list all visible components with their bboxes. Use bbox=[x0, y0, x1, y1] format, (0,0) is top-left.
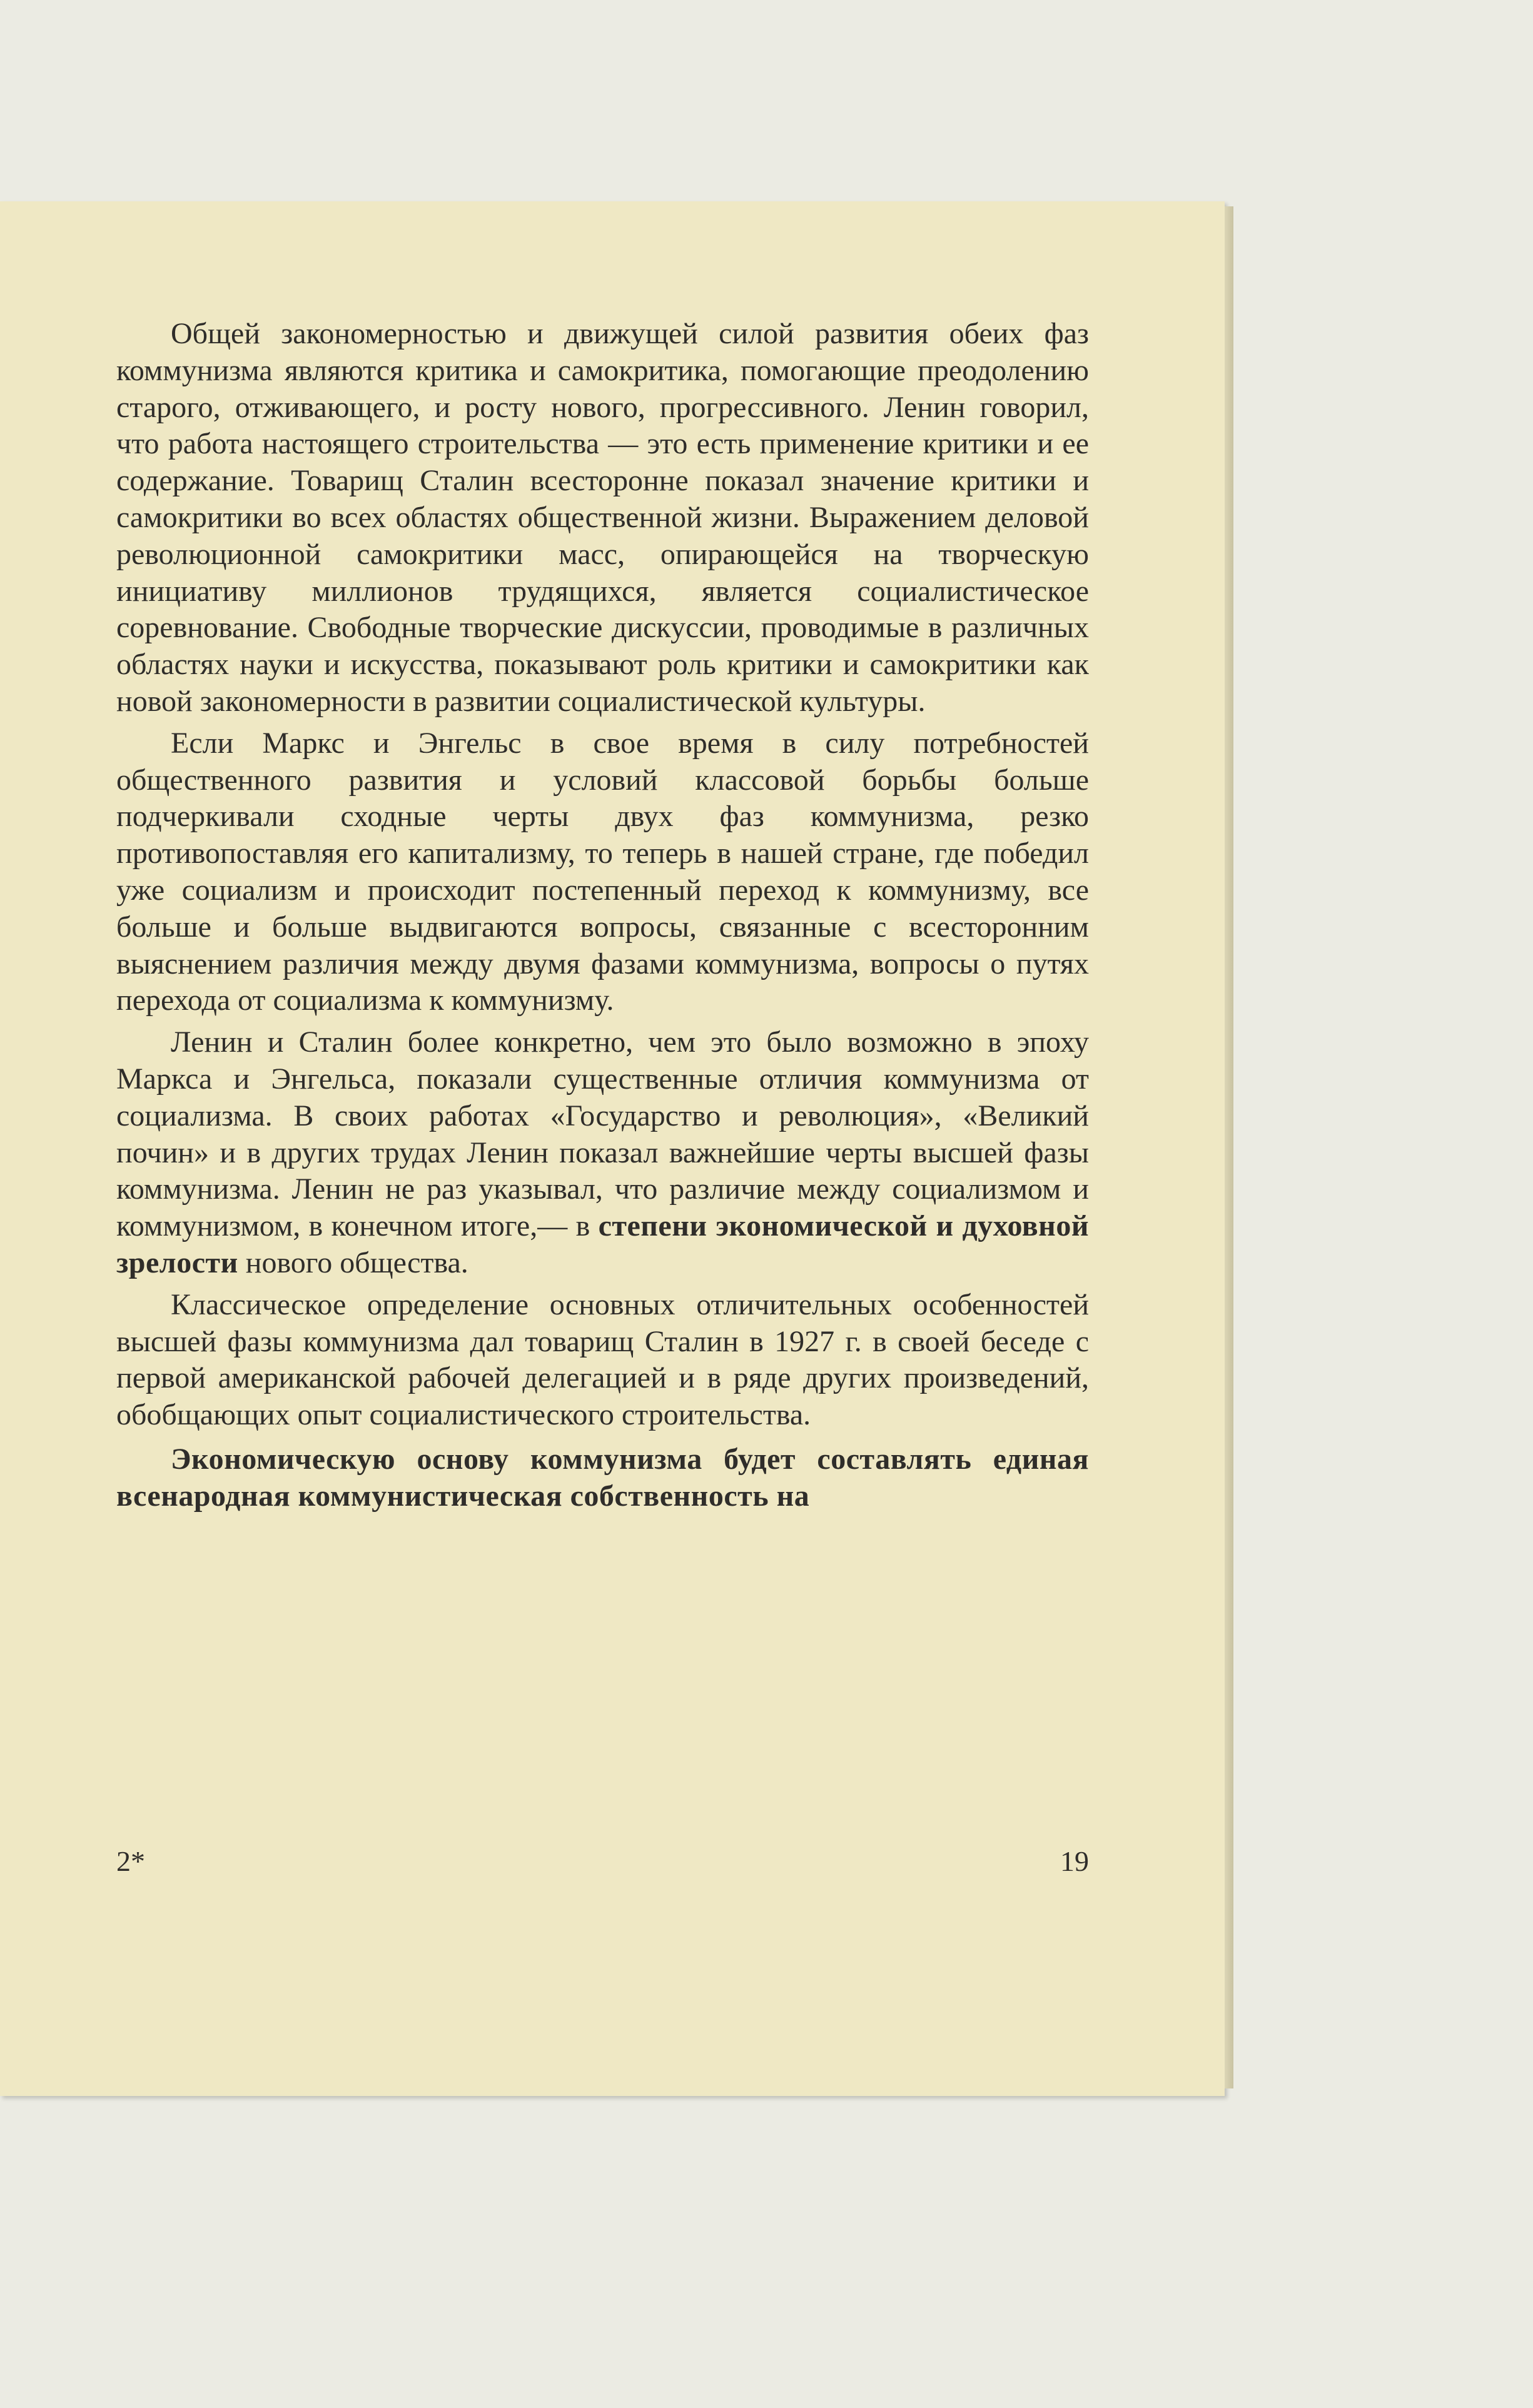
paragraph-5: Экономическую основу коммунизма будет составлять единая всенародная коммунистическая собственность на bbox=[116, 1442, 1089, 1513]
page-edge bbox=[1225, 206, 1233, 2088]
paragraph-4: Классическое определение основных отличительных особенностей высшей фазы коммунизма дал товарищ Сталин в 1927 г. в своей беседе с первой американской рабочей делегацией и в ряде других произведений, обобщающих опыт социалистического строительства. bbox=[116, 1287, 1089, 1432]
page-number: 19 bbox=[1060, 1845, 1089, 1877]
paragraph-3 bbox=[116, 1024, 1089, 1282]
paragraph-3-text-before: Ленин и Сталин более конкретно, чем это было возможно в эпоху Маркса и Энгельса, показали существенные отличия коммунизма от социализма. В своих работах «Государство и революция», «Великий почин» и в других трудах Ленин показал важнейшие черты высшей фазы коммунизма. Ленин не раз указывал, что различие между социализмом и коммунизмом, в конечном итоге,— в bbox=[116, 1025, 1089, 1243]
paragraph-1: Общей закономерностью и движущей силой развития обеих фаз коммунизма являются критика и самокритика, помогающие преодолению старого, отживающего, и росту нового, прогрессивного. Ленин говорил, что работа настоящего строительства — это есть применение критики и ее содержание. Товарищ Сталин всесторонне показал значение критики и самокритики во всех областях общественной жизни. Выражением деловой революционной самокритики масс, опирающейся на творческую инициативу миллионов трудящихся, является социалистическое соревнование. Свободные творческие дискуссии, проводимые в различных областях науки и искусства, показывают роль критики и самокритики как новой закономерности в развитии социалистической культуры. bbox=[116, 317, 1089, 718]
paragraph-3-text-after: нового общества. bbox=[238, 1246, 468, 1279]
paragraph-3-emphasis: степени экономической и духовной зрелости bbox=[116, 1209, 1089, 1279]
page-text bbox=[116, 316, 1089, 1520]
paragraph-2: Если Маркс и Энгельс в свое время в силу потребностей общественного развития и условий классовой борьбы больше подчеркивали сходные черты двух фаз коммунизма, резко противопоставляя его капитализму, то теперь в нашей стране, где победил уже социализм и происходит постепенный переход к коммунизму, все больше и больше выдвигаются вопросы, связанные с всесторонним выяснением различия между двумя фазами коммунизма, вопросы о путях перехода от социализма к коммунизму. bbox=[116, 726, 1089, 1017]
signature-mark: 2* bbox=[116, 1845, 145, 1877]
